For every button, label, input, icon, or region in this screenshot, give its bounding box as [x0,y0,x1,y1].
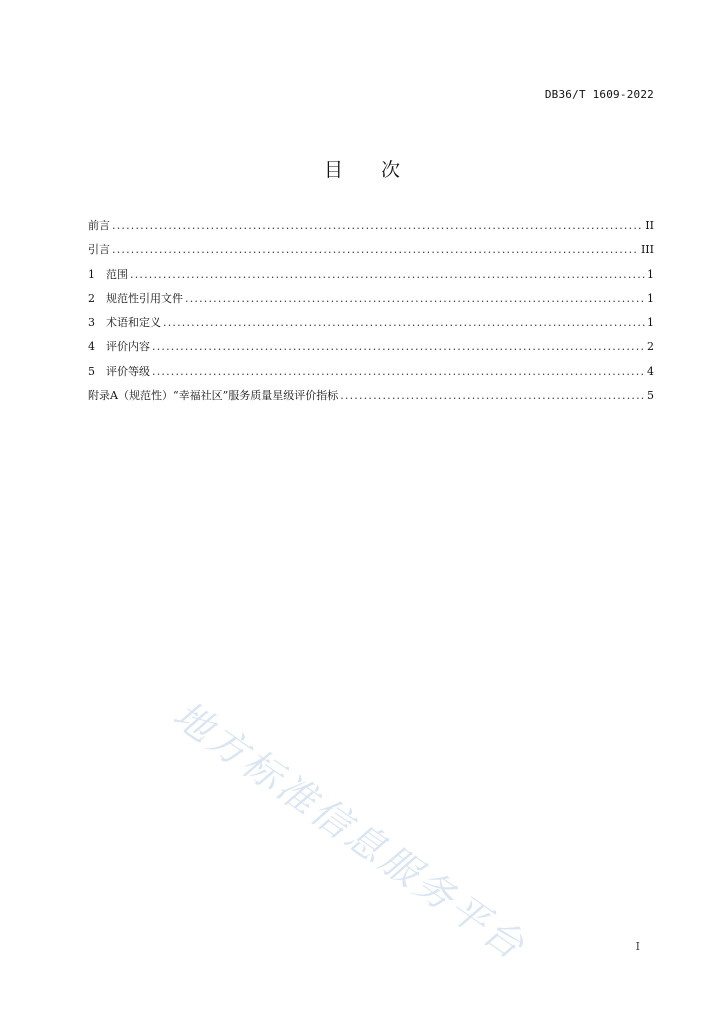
toc-entry-page: III [640,243,654,257]
toc-title-part2: 次 [381,159,401,181]
toc-list [88,217,654,411]
toc-entry-number: 3 [88,316,95,330]
toc-entry-title: 术语和定义 [106,316,161,330]
document-code: DB36/T 1609-2022 [544,88,654,101]
toc-entry-page: 1 [647,291,654,305]
toc-entry-appendix-a[interactable] [88,387,654,411]
toc-entry-number: 2 [88,291,95,305]
toc-entry-number: 4 [88,340,95,354]
toc-entry-page: 5 [647,389,654,403]
toc-leader-dots [163,316,645,329]
toc-leader-dots [130,268,645,281]
toc-leader-dots [112,243,639,256]
toc-entry-introduction[interactable] [88,241,654,265]
toc-leader-dots [152,340,645,353]
toc-entry-title: 评价内容 [106,340,150,354]
toc-entry-scope[interactable] [88,266,654,290]
toc-entry-number: 1 [88,267,95,281]
toc-entry-terms-definitions[interactable] [88,314,654,338]
toc-entry-title: 前言 [88,219,110,232]
toc-entry-foreword[interactable] [88,217,654,241]
toc-entry-number: 5 [88,364,95,378]
toc-entry-title: 附录A（规范性）“幸福社区”服务质量星级评价指标 [88,389,339,403]
toc-leader-dots [185,292,645,305]
toc-entry-title: 引言 [88,243,110,257]
toc-leader-dots [340,389,645,402]
toc-entry-page: II [645,219,654,232]
toc-leader-dots [112,219,643,232]
toc-entry-page: 2 [647,340,654,354]
toc-entry-title: 范围 [106,267,128,281]
toc-leader-dots [152,365,645,378]
toc-entry-normative-references[interactable] [88,290,654,314]
toc-entry-page: 1 [647,267,654,281]
toc-entry-title: 规范性引用文件 [106,291,183,305]
watermark-text: 地方标准信息服务平台 [165,692,535,970]
toc-entry-evaluation-grade[interactable] [88,363,654,387]
page-number: I [635,940,640,953]
toc-entry-page: 1 [647,316,654,330]
toc-entry-page: 4 [647,364,654,378]
toc-title [0,155,724,182]
toc-entry-title: 评价等级 [106,364,150,378]
toc-entry-evaluation-content[interactable] [88,338,654,362]
toc-title-part1: 目 [323,159,343,181]
